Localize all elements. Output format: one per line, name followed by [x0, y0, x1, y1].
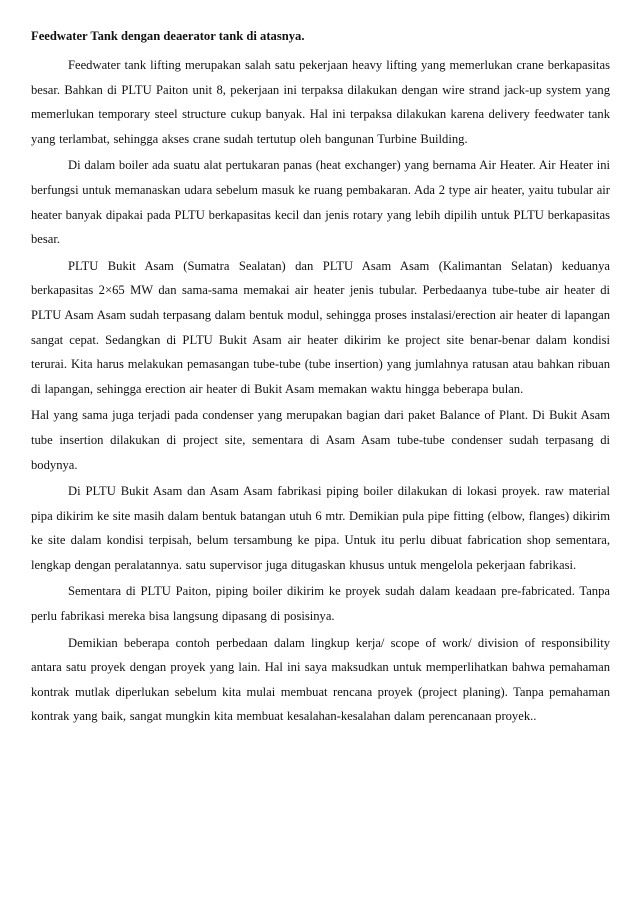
- paragraph-paiton-piping: Sementara di PLTU Paiton, piping boiler dikirim ke proyek sudah dalam keadaan pre-fabricated. Tanpa perlu fabrikasi mereka bisa langsung dipasang di posisinya.: [31, 584, 610, 624]
- paragraph-air-heater: Di dalam boiler ada suatu alat pertukaran panas (heat exchanger) yang bernama Air Heater. Air Heater ini berfungsi untuk memanaskan udara sebelum masuk ke ruang pembakaran. Ada 2 type air heater, yaitu tubular air heater banyak dipakai pada PLTU berkapasitas kecil dan jenis rotary yang lebih dipilih untuk PLTU berkapasitas besar.: [31, 158, 610, 247]
- paragraph-bukit-asam-asam-asam: PLTU Bukit Asam (Sumatra Sealatan) dan PLTU Asam Asam (Kalimantan Selatan) keduanya berkapasitas 2×65 MW dan sama-sama memakai air heater jenis tubular. Perbedaanya tube-tube air heater di PLTU Asam Asam sudah terpasang dalam bentuk modul, sehingga proses instalasi/erection air heater di lapangan sangat cepat. Sedangkan di PLTU Bukit Asam air heater dikirim ke project site benar-benar dalam kondisi terurai. Kita harus melakukan pemasangan tube-tube (tube insertion) yang jumlahnya ratusan atau bahkan ribuan di lapangan, sehingga erection air heater di Bukit Asam memakan waktu hingga beberapa bulan.: [31, 258, 610, 396]
- paragraph-conclusion: Demikian beberapa contoh perbedaan dalam lingkup kerja/ scope of work/ division of responsibility antara satu proyek dengan proyek yang lain. Hal ini saya maksudkan untuk memperlihatkan bahwa pemahaman kontrak mutlak diperlukan sebelum kita mulai membuat rencana proyek (project planing). Tanpa pemahaman kontrak yang baik, sangat mungkin kita membuat kesalahan-kesalahan dalam perencanaan proyek..: [31, 635, 610, 724]
- section-heading: Feedwater Tank dengan deaerator tank di atasnya.: [31, 29, 305, 43]
- paragraph-feedwater-tank-lifting: Feedwater tank lifting merupakan salah satu pekerjaan heavy lifting yang memerlukan crane berkapasitas besar. Bahkan di PLTU Paiton unit 8, pekerjaan ini terpaksa dilakukan dengan wire strand jack-up system yang memerlukan temporary steel structure cukup banyak. Hal ini terpaksa dilakukan karena delivery feedwater tank yang terlambat, sehingga akses crane sudah tertutup oleh bangunan Turbine Building.: [31, 58, 610, 146]
- paragraph-condenser: Hal yang sama juga terjadi pada condenser yang merupakan bagian dari paket Balance of Plant. Di Bukit Asam tube insertion dilakukan di project site, sementara di Asam Asam tube-tube condenser sudah terpasang di bodynya.: [31, 408, 610, 472]
- paragraph-piping-fabrication: Di PLTU Bukit Asam dan Asam Asam fabrikasi piping boiler dilakukan di lokasi proyek. raw material pipa dikirim ke site masih dalam bentuk batangan utuh 6 mtr. Demikian pula pipe fitting (elbow, flanges) dikirim ke site dalam kondisi terpisah, belum tersambung ke pipa. Untuk itu perlu dibuat fabrication shop sementara, lengkap dengan peralatannya. satu supervisor juga ditugaskan khusus untuk mengelola pekerjaan fabrikasi.: [31, 484, 610, 572]
- document-page: [31, 28, 610, 731]
